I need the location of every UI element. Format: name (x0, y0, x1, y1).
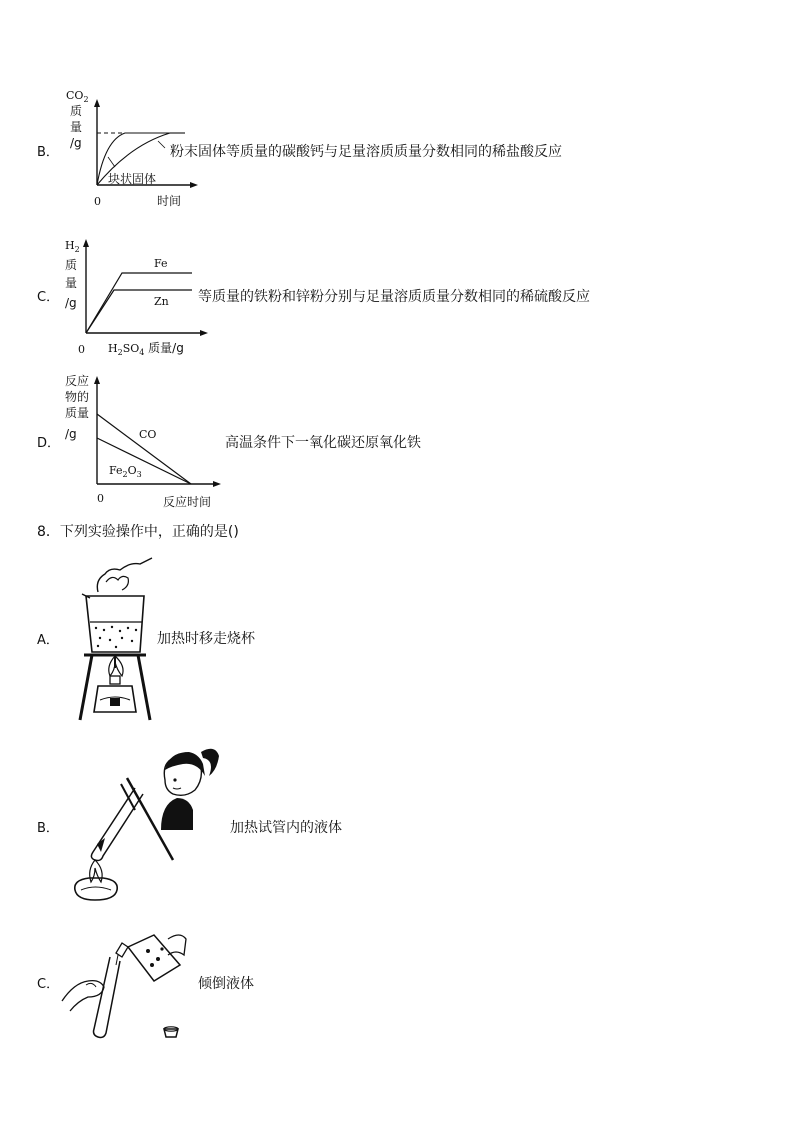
reactant-mass-time-graph (63, 370, 228, 510)
option-d-letter: D． (37, 436, 61, 451)
beaker-heating-illustration (70, 552, 160, 724)
graph-c-series-fe: Fe (154, 257, 168, 270)
q8-option-a-description: 加热时移走烧杯 (157, 631, 255, 647)
graph-d-ylabel-3: 质量 (65, 406, 90, 420)
option-d-description: 高温条件下一氧化碳还原氧化铁 (225, 435, 421, 451)
test-tube-heating-illustration (65, 740, 225, 905)
q8-option-b-letter: B． (37, 821, 59, 836)
graph-b-curve-label: 块状固体 (108, 172, 157, 186)
option-c-description: 等质量的铁粉和锌粉分别与足量溶质质量分数相同的稀硫酸反应 (198, 289, 590, 305)
graph-d-series-co: CO (139, 428, 157, 441)
graph-c-xlabel: $H_2SO_4$ 质量/g (108, 341, 184, 357)
q8-option-a-letter: A． (37, 633, 59, 648)
graph-c-origin: 0 (78, 343, 85, 356)
option-b-description: 粉末固体等质量的碳酸钙与足量溶质质量分数相同的稀盐酸反应 (170, 144, 562, 160)
q8-option-c-description: 倾倒液体 (198, 976, 254, 992)
graph-b-ylabel-2: 质 (70, 104, 83, 118)
graph-c-ylabel-4: /g (65, 296, 77, 310)
h2-h2so4-graph (62, 235, 212, 360)
graph-d-series-fe2o3: $Fe_2O_3$ (109, 464, 142, 479)
graph-c-ylabel-3: 量 (65, 276, 78, 290)
graph-c-ylabel-1: $H_2$ (65, 239, 80, 254)
q8-option-c-letter: C． (37, 977, 60, 992)
graph-d-ylabel-2: 物的 (65, 390, 90, 404)
option-b-letter: B． (37, 145, 59, 160)
graph-c-ylabel-2: 质 (65, 258, 78, 272)
graph-b-xlabel: 时间 (157, 194, 182, 208)
graph-c-series-zn: Zn (154, 295, 169, 308)
graph-b-ylabel-1: $CO_2$ (66, 89, 89, 104)
graph-d-ylabel-1: 反应 (65, 374, 90, 388)
pouring-liquid-illustration (58, 925, 193, 1043)
graph-d-xlabel: 反应时间 (163, 495, 212, 509)
graph-b-origin: 0 (94, 195, 101, 208)
option-c-letter: C． (37, 290, 60, 305)
graph-d-ylabel-4: /g (65, 427, 77, 441)
q8-option-b-description: 加热试管内的液体 (230, 820, 342, 836)
graph-b-ylabel-4: /g (70, 136, 82, 150)
question-8-stem: 8．下列实验操作中，正确的是() (37, 524, 239, 540)
graph-d-origin: 0 (97, 492, 104, 505)
graph-b-ylabel-3: 量 (70, 120, 83, 134)
